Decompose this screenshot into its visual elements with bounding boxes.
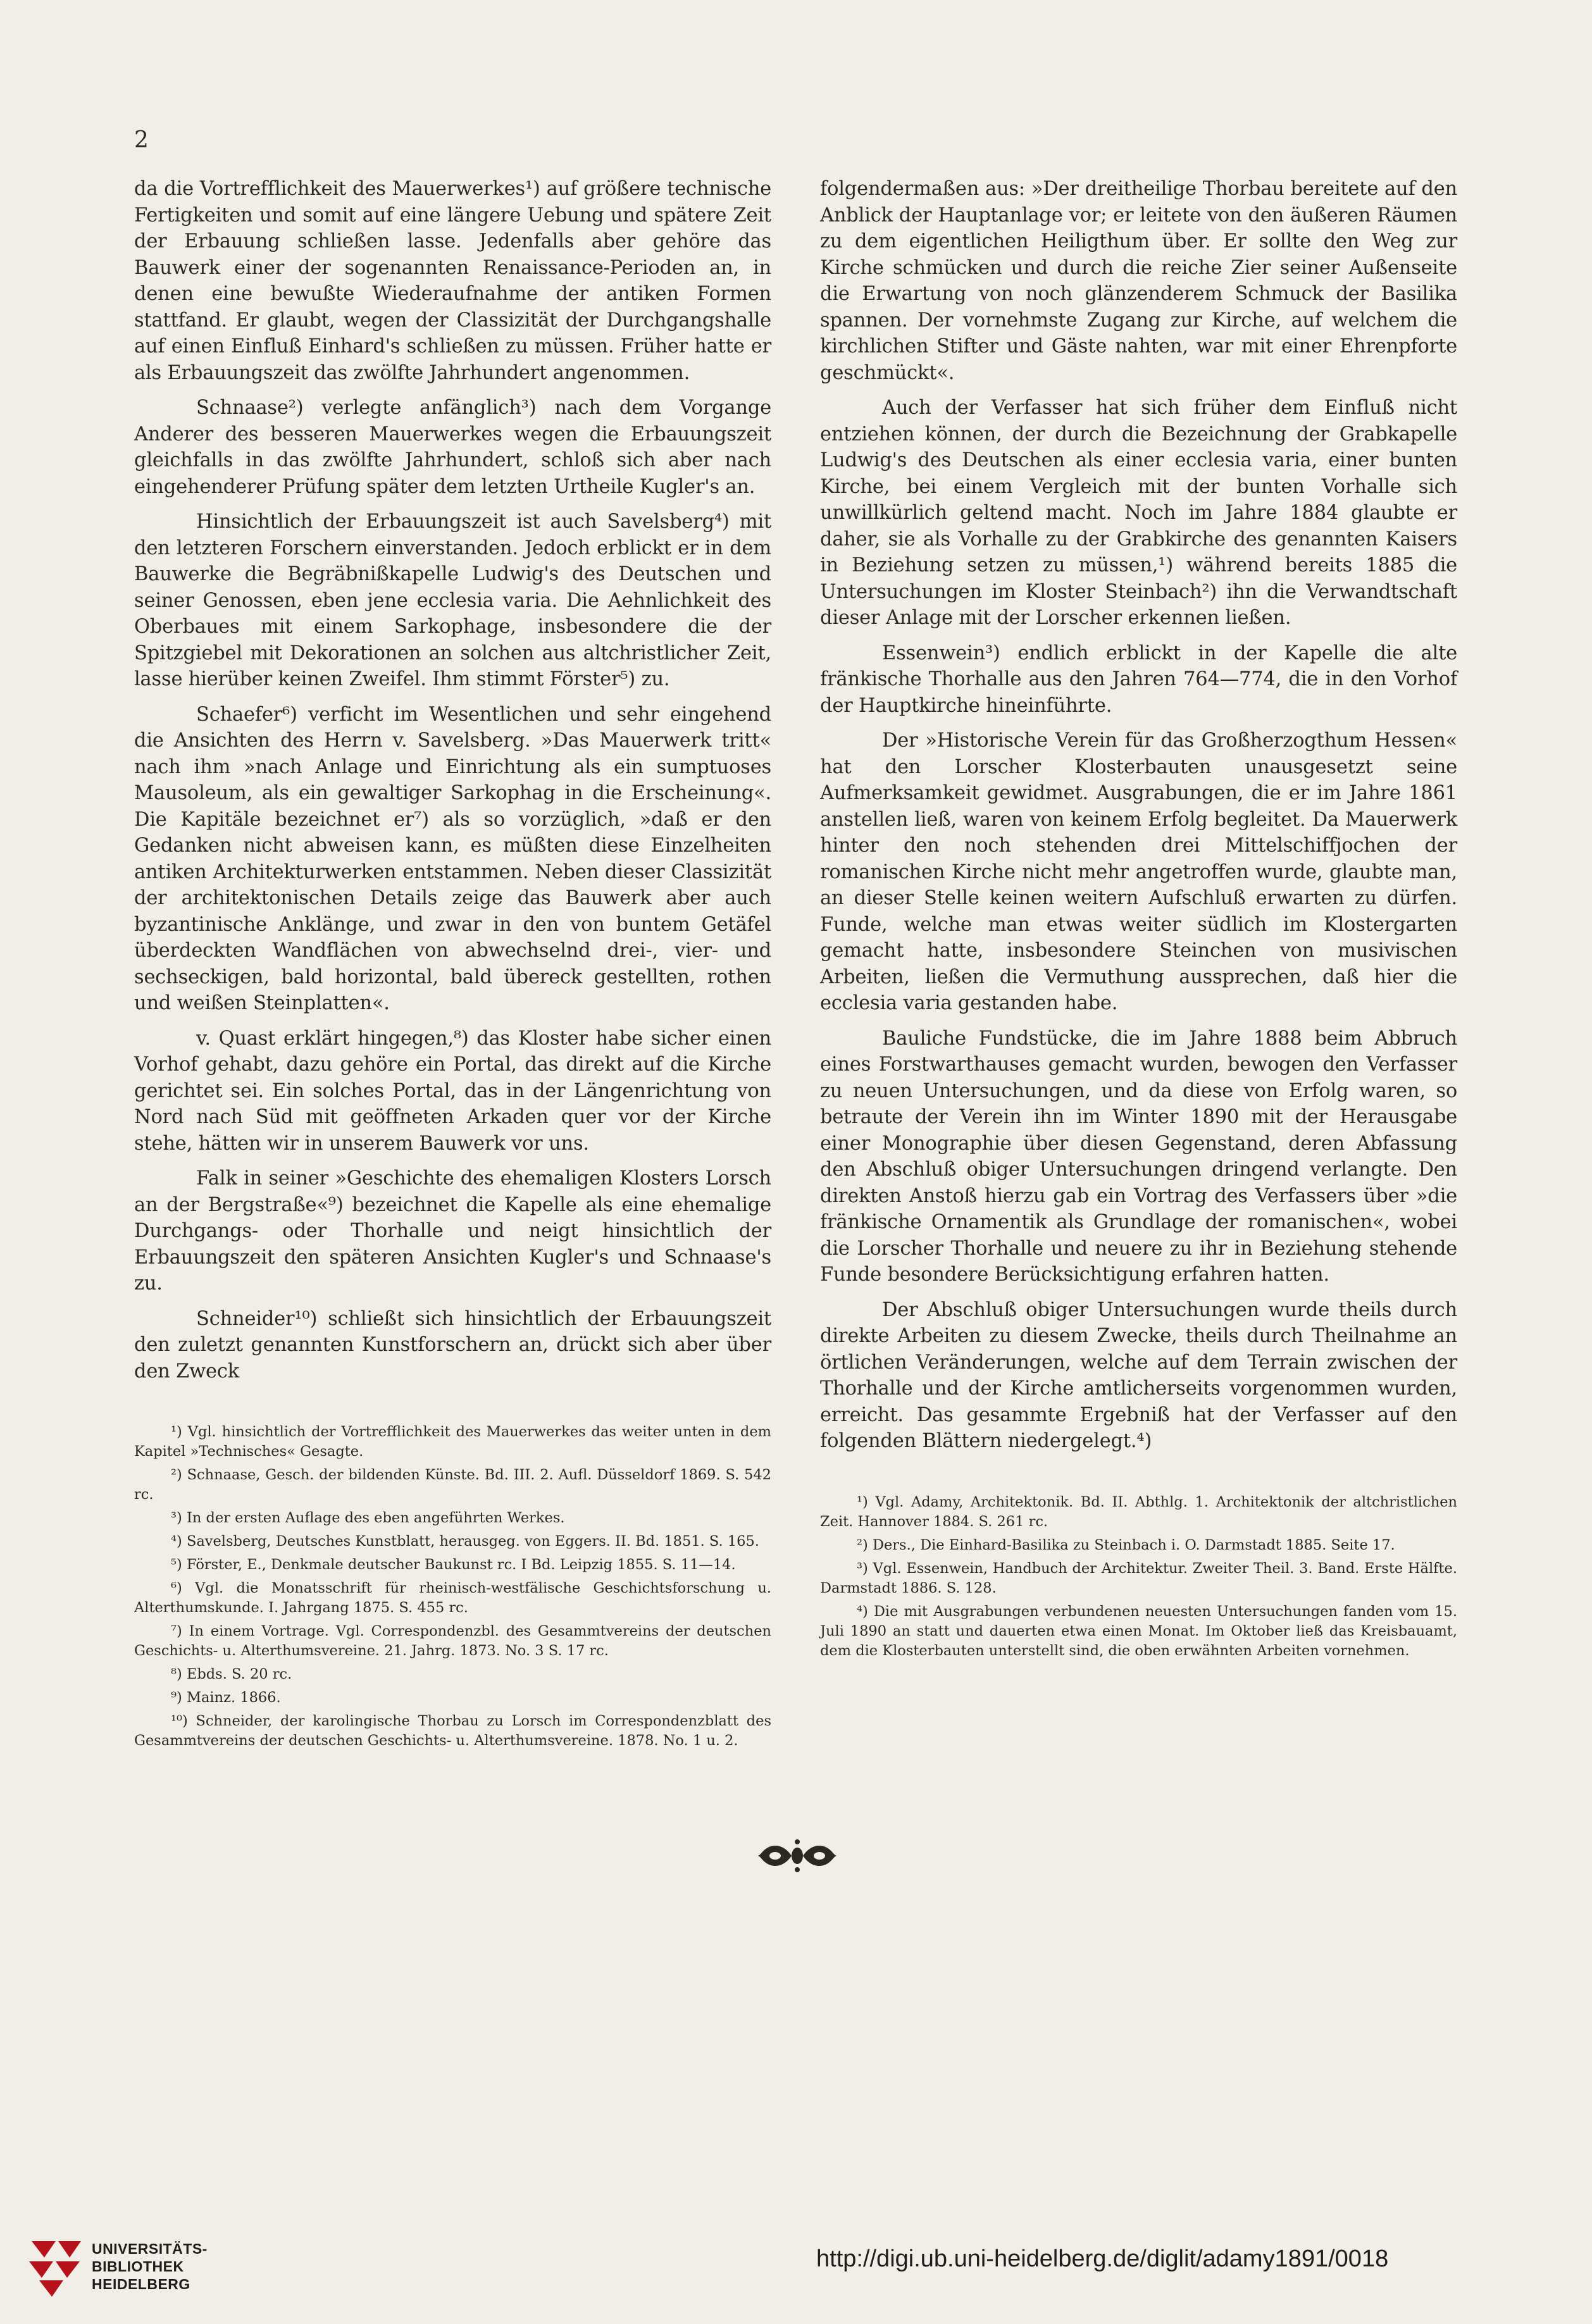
library-name [92, 2240, 208, 2293]
source-url-link[interactable]: http://digi.ub.uni-heidelberg.de/diglit/adamy1891/0018 [816, 2246, 1389, 2272]
paragraph: Essenwein³) endlich erblickt in der Kapelle die alte fränkische Thorhalle aus den Jahren 764—774, die in den Vorhof der Hauptkirche hineinführte. [820, 642, 1457, 717]
paragraph: Schneider¹⁰) schließt sich hinsichtlich der Erbauungszeit den zuletzt genannten Kunstforschern an, drückt sich aber über den Zweck [134, 1307, 771, 1383]
footnote: ⁴) Die mit Ausgrabungen verbundenen neuesten Untersuchungen fanden vom 15. Juli 1890 an statt und dauerten etwa einen Monat. Im Oktober ließ das Kreisbauamt, dem die Klosterbauten unterstellt sind, die oben erwähnten Arbeiten vornehmen. [820, 1603, 1457, 1659]
footnotes-left [134, 1422, 771, 1751]
footnote: ³) Vgl. Essenwein, Handbuch der Architektur. Zweiter Theil. 3. Band. Erste Hälfte. Darmstadt 1886. S. 128. [820, 1560, 1457, 1596]
footnote: ²) Ders., Die Einhard-Basilika zu Steinbach i. O. Darmstadt 1885. Seite 17. [857, 1536, 1395, 1553]
footnotes-right [820, 1493, 1457, 1661]
library-logo-icon [25, 2239, 82, 2299]
paragraph: Schaefer⁶) verficht im Wesentlichen und sehr eingehend die Ansichten des Herrn v. Savelsberg. »Das Mauerwerk tritt« nach ihm »nach Anlage und Einrichtung als ein sumptuoses Mausoleum, als ein gewaltiger Sarkophag in die Erscheinung«. Die Kapitäle bezeichnet er⁷) als so vorzüglich, »daß er den Gedanken nicht abweisen kann, es müßten diese Einzelheiten antiken Architekturwerken entstammen. Neben dieser Classizität der architektonischen Details zeige das Bauwerk aber auch byzantinische Anklänge, und zwar in den von buntem Getäfel überdeckten Wandflächen von abwechselnd drei-, vier- und sechseckigen, bald horizontal, bald übereck gestellten, rothen und weißen Steinplatten«. [134, 703, 771, 1014]
left-column [134, 176, 771, 1755]
footnote: ⁶) Vgl. die Monatsschrift für rheinisch-westfälische Geschichtsforschung u. Alterthumskunde. I. Jahrgang 1875. S. 455 rc. [134, 1580, 771, 1616]
library-name-line: BIBLIOTHEK [92, 2258, 184, 2275]
paragraph: da die Vortrefflichkeit des Mauerwerkes¹) auf größere technische Fertigkeiten und somit auf eine längere Uebung und spätere Zeit der Erbauung schließen lasse. Jedenfalls aber gehöre das Bauwerk einer der sogenannten Renaissance-Perioden an, in denen eine bewußte Wiederaufnahme der antiken Formen stattfand. Er glaubt, wegen der Classizität der Durchgangshalle auf einen Einfluß Einhard's schließen zu müssen. Früher hatte er als Erbauungszeit das zwölfte Jahrhundert angenommen. [134, 178, 771, 384]
page-number: 2 [134, 127, 149, 153]
footnote: ¹⁰) Schneider, der karolingische Thorbau zu Lorsch im Correspondenzblatt des Gesammtvereins der deutschen Geschichts- u. Alterthumsvereine. 1878. No. 1 u. 2. [134, 1713, 771, 1749]
library-name-line: HEIDELBERG [92, 2276, 190, 2292]
decorative-ornament-icon [756, 1838, 838, 1873]
paragraph: Falk in seiner »Geschichte des ehemaligen Klosters Lorsch an der Bergstraße«⁹) bezeichnet die Kapelle als eine ehemalige Durchgangs- oder Thorhalle und neigt hinsichtlich der Erbauungszeit den späteren Ansichten Kugler's und Schnaase's zu. [134, 1167, 771, 1295]
right-column [820, 176, 1457, 1665]
footnote: ⁷) In einem Vortrage. Vgl. Correspondenzbl. des Gesammtvereins der deutschen Geschichts- u. Alterthumsvereine. 21. Jahrg. 1873. No. 3 S. 17 rc. [134, 1623, 771, 1659]
paragraph: Der Abschluß obiger Untersuchungen wurde theils durch direkte Arbeiten zu diesem Zwecke, theils durch Theilnahme an örtlichen Veränderungen, welche auf dem Terrain zwischen der Thorhalle und der Kirche amtlicherseits vorgenommen wurden, erreicht. Das gesammte Ergebniß hat der Verfasser auf den folgenden Blättern niedergelegt.⁴) [820, 1298, 1457, 1452]
paragraph: folgendermaßen aus: »Der dreitheilige Thorbau bereitete auf den Anblick der Hauptanlage vor; er leitete von den äußeren Räumen zu dem eigentlichen Heiligthum über. Er sollte den Weg zur Kirche schmücken und durch die reiche Zier seiner Außenseite die Erwartung von noch glänzenderem Schmuck der Basilika spannen. Der vornehmste Zugang zur Kirche, auf welchem die kirchlichen Stifter und Gäste nahten, war mit einer Ehrenpforte geschmückt«. [820, 178, 1457, 384]
footnote: ²) Schnaase, Gesch. der bildenden Künste. Bd. III. 2. Aufl. Düsseldorf 1869. S. 542 rc. [134, 1467, 771, 1503]
footnote: ⁵) Förster, E., Denkmale deutscher Baukunst rc. I Bd. Leipzig 1855. S. 11—14. [171, 1557, 736, 1573]
paragraph: Der »Historische Verein für das Großherzogthum Hessen« hat den Lorscher Klosterbauten unausgesetzt seine Aufmerksamkeit gewidmet. Ausgrabungen, die er im Jahre 1861 anstellen ließ, waren von keinem Erfolg begleitet. Da Mauerwerk hinter den noch stehenden drei Mittelschiffjochen der romanischen Kirche nicht mehr angetroffen wurde, glaubte man, an dieser Stelle keinen weitern Aufschluß erwarten zu dürfen. Funde, welche man etwas weiter südlich im Klostergarten gemacht hatte, insbesondere Steinchen von musivischen Arbeiten, ließen die Vermuthung aussprechen, daß hier die ecclesia varia gestanden habe. [820, 730, 1457, 1014]
paragraph: Auch der Verfasser hat sich früher dem Einfluß nicht entziehen können, der durch die Bezeichnung der Grabkapelle Ludwig's des Deutschen als einer ecclesia varia, einer bunten Kirche, bei einem Vergleich mit der bunten Vorhalle sich unwillkürlich geltend macht. Noch im Jahre 1884 glaubte er daher, sie als Vorhalle zu der Grabkirche des genannten Kaisers in Beziehung setzen zu müssen,¹) während bereits 1885 die Untersuchungen im Kloster Steinbach²) ihn die Verwandtschaft dieser Anlage mit der Lorscher erkennen ließen. [820, 397, 1457, 629]
paragraph: Bauliche Fundstücke, die im Jahre 1888 beim Abbruch eines Forstwarthauses gemacht wurden, bewogen den Verfasser zu neuen Untersuchungen, und da diese von Erfolg waren, so betraute der Verein ihn im Winter 1890 mit der Herausgabe einer Monographie über diesen Gegenstand, deren Abfassung den Abschluß obiger Untersuchungen dringend verlangte. Den direkten Anstoß hierzu gab ein Vortrag des Verfassers über »die fränkische Ornamentik als Grundlage der romanischen«, wobei die Lorscher Thorhalle und neuere zu ihr in Beziehung stehende Funde besondere Berücksichtigung erfahren hatten. [820, 1027, 1457, 1286]
footnote: ⁴) Savelsberg, Deutsches Kunstblatt, herausgeg. von Eggers. II. Bd. 1851. S. 165. [171, 1533, 759, 1550]
footnote: ⁸) Ebds. S. 20 rc. [171, 1666, 292, 1682]
library-logo[interactable] [25, 2239, 240, 2302]
paragraph: v. Quast erklärt hingegen,⁸) das Kloster habe sicher einen Vorhof gehabt, dazu gehöre ein Portal, das direkt auf die Kirche gerichtet sei. Ein solches Portal, das in der Längenrichtung von Nord nach Süd mit geöffneten Arkaden quer vor der Kirche stehe, hätten wir in unserem Bauwerk vor uns. [134, 1027, 771, 1155]
paragraph: Schnaase²) verlegte anfänglich³) nach dem Vorgange Anderer des besseren Mauerwerkes wegen die Erbauungszeit gleichfalls in das zwölfte Jahrhundert, schloß sich aber nach eingehenderer Prüfung später dem letzten Urtheile Kugler's an. [134, 397, 771, 498]
footnote: ⁹) Mainz. 1866. [171, 1689, 281, 1706]
library-name-line: UNIVERSITÄTS- [92, 2240, 208, 2257]
paragraph: Hinsichtlich der Erbauungszeit ist auch Savelsberg⁴) mit den letzteren Forschern einverstanden. Jedoch erblickt er in dem Bauwerke die Begräbnißkapelle Ludwig's des Deutschen und seiner Genossen, eben jene ecclesia varia. Die Aehnlichkeit des Oberbaues mit einem Sarkophage, insbesondere die der Spitzgiebel mit Dekorationen an solchen aus altchristlicher Zeit, lasse hierüber keinen Zweifel. Ihm stimmt Förster⁵) zu. [134, 511, 771, 690]
footnote: ¹) Vgl. Adamy, Architektonik. Bd. II. Abthlg. 1. Architektonik der altchristlichen Zeit. Hannover 1884. S. 261 rc. [820, 1493, 1457, 1530]
footnote: ¹) Vgl. hinsichtlich der Vortrefflichkeit des Mauerwerkes das weiter unten in dem Kapitel »Technisches« Gesagte. [134, 1424, 771, 1460]
footnote: ³) In der ersten Auflage des eben angeführten Werkes. [171, 1510, 565, 1526]
